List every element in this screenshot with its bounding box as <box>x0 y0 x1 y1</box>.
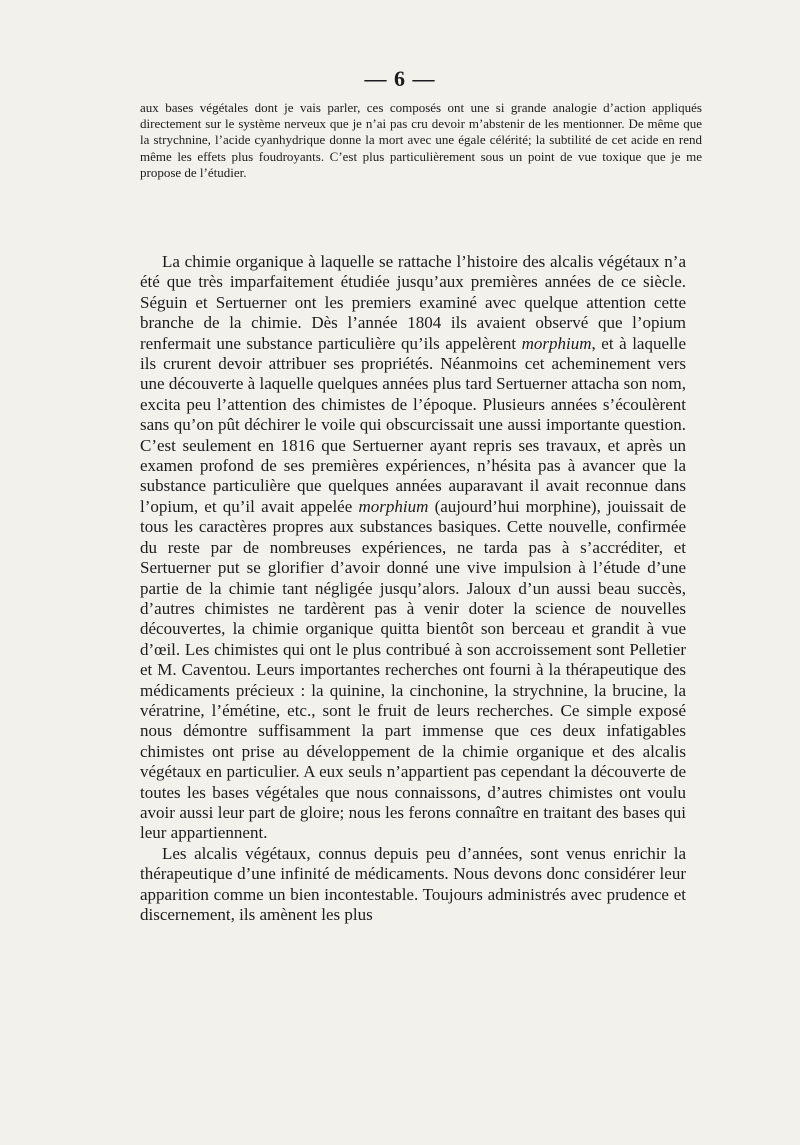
paragraph-text: (aujourd’hui morphine), jouissait de tous les caractères propres aux substances basiques. Cette nouvelle, confirmée du reste par de nombreuses expériences, ne tarda pas à s’accréditer, et Sertuerner put se glorifier d’avoir donné une vive impulsion à l’étude d’une partie de la chimie tant négligée jusqu’alors. Jaloux d’un aussi beau succès, d’autres chimistes ne tardèrent pas à venir doter la science de nouvelles découvertes, la chimie organique quitta bientôt son berceau et grandit à vue d’œil. Les chimistes qui ont le plus contribué à son accroissement sont Pelletier et M. Caventou. Leurs importantes recherches ont fourni à la thérapeutique des médicaments précieux : la quinine, la cinchonine, la strychnine, la brucine, la vératrine, l’émétine, etc., sont le fruit de leurs recherches. Ce simple exposé nous démontre suffisamment la part immense que ces deux infatigables chimistes ont prise au développement de la chimie organique et des alcalis végétaux en particulier. A eux seuls n’appartient pas cependant la découverte de toutes les bases végétales que nous connaissons, d’autres chimistes ont voulu avoir aussi leur part de gloire; nous les ferons connaître en traitant des bases qui leur appartiennent. <box>140 496 686 843</box>
page-number: — 6 — <box>364 66 436 91</box>
paragraph-text: La chimie organique à laquelle se rattache l’histoire des alcalis végétaux n’a été que très imparfaitement étudiée jusqu’aux premières années de ce siècle. Séguin et Sertuerner ont les premiers examiné avec quelque attention cette branche de la chimie. Dès l’année 1804 ils avaient observé que l’opium renfermait une substance particulière qu’ils appelèrent <box>140 252 686 353</box>
footnote-text: aux bases végétales dont je vais parler, ces composés ont une si grande analogie d’action appliqués directement sur le système nerveux que je n’ai pas cru devoir m’abstenir de les mentionner. De même que la strychnine, l’acide cyanhydrique donne la mort avec une égale célérité; la subtilité de cet acide en rend même les effets plus foudroyants. C’est plus particulièrement sous un point de vue toxique que je me propose de l’étudier. <box>140 100 702 180</box>
italic-term: morphium <box>521 333 592 353</box>
paragraph-text: , et à laquelle ils crurent devoir attribuer ses propriétés. Néanmoins cet acheminement vers une découverte à laquelle quelques années plus tard Sertuerner attacha son nom, excita peu l’attention des chimistes de l’époque. Plusieurs années s’écoulèrent sans qu’on pût déchirer le voile qui obscurcissait une aussi importante question. C’est seulement en 1816 que Sertuerner ayant repris ses travaux, et après un examen profond de ses premières expériences, n’hésita pas à avancer que la substance particulière que quelques années auparavant il avait reconnue dans l’opium, et qu’il avait appelée <box>140 333 686 516</box>
paragraph <box>140 252 686 844</box>
paragraph: Les alcalis végétaux, connus depuis peu d’années, sont venus enrichir la thérapeutique d’une infinité de médicaments. Nous devons donc considérer leur apparition comme un bien incontestable. Toujours administrés avec prudence et discernement, ils amènent les plus <box>140 843 686 924</box>
italic-term: morphium <box>358 496 429 516</box>
main-text <box>140 252 686 925</box>
